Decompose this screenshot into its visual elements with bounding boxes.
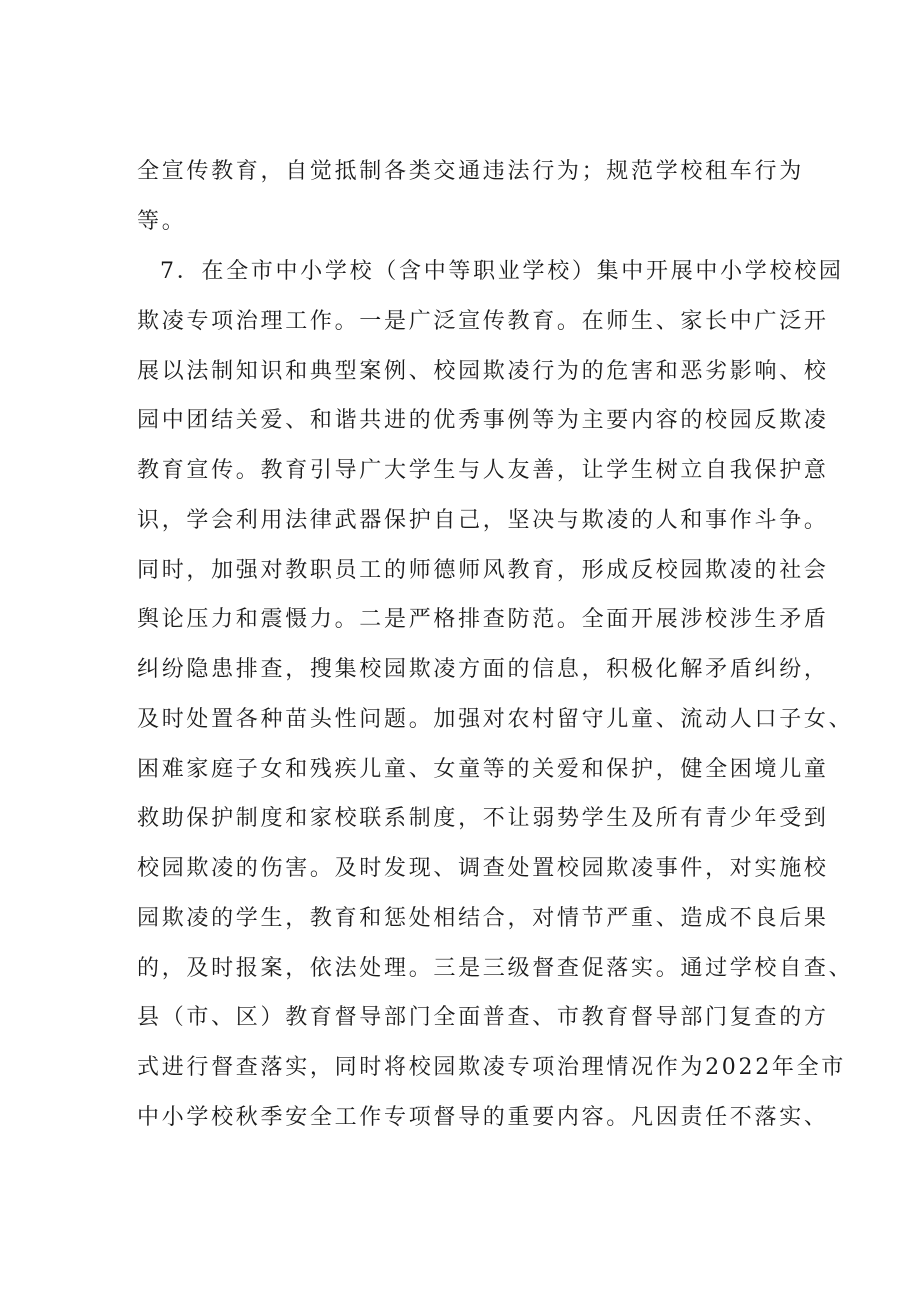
text-line: 同时，加强对教职员工的师德师风教育，形成反校园欺凌的社会: [137, 558, 829, 583]
text-line: 展以法制知识和典型案例、校园欺凌行为的危害和恶劣影响、校: [137, 359, 829, 384]
text-line: 式进行督查落实，同时将校园欺凌专项治理情况作为2022年全市: [137, 1055, 846, 1080]
text-line: 欺凌专项治理工作。一是广泛宣传教育。在师生、家长中广泛开: [137, 309, 829, 334]
text-line: 校园欺凌的伤害。及时发现、调查处置校园欺凌事件，对实施校: [137, 856, 829, 881]
text-line: 纠纷隐患排查，搜集校园欺凌方面的信息，积极化解矛盾纠纷，: [137, 657, 829, 682]
text-line: 中小学校秋季安全工作专项督导的重要内容。凡因责任不落实、: [137, 1105, 829, 1130]
text-line: 识，学会利用法律武器保护自己，坚决与欺凌的人和事作斗争。: [137, 508, 829, 533]
text-line: 教育宣传。教育引导广大学生与人友善，让学生树立自我保护意: [137, 458, 829, 483]
text-line: 园中团结关爱、和谐共进的优秀事例等为主要内容的校园反欺凌: [137, 408, 829, 433]
text-line: 舆论压力和震慑力。二是严格排查防范。全面开展涉校涉生矛盾: [137, 607, 829, 632]
text-line: 的，及时报案，依法处理。三是三级督查促落实。通过学校自查、: [137, 956, 854, 981]
text-line: 等。: [137, 209, 187, 234]
text-line: 救助保护制度和家校联系制度，不让弱势学生及所有青少年受到: [137, 806, 829, 831]
text-line: 及时处置各种苗头性问题。加强对农村留守儿童、流动人口子女、: [137, 707, 854, 732]
text-line: 县（市、区）教育督导部门全面普查、市教育督导部门复查的方: [137, 1005, 829, 1030]
text-line: 园欺凌的学生，教育和惩处相结合，对情节严重、造成不良后果: [137, 906, 829, 931]
text-line: 困难家庭子女和残疾儿童、女童等的关爱和保护，健全困境儿童: [137, 757, 829, 782]
paragraph-start-line: 7．在全市中小学校（含中等职业学校）集中开展中小学校校园: [160, 259, 844, 284]
text-line: 全宣传教育，自觉抵制各类交通违法行为；规范学校租车行为: [137, 159, 804, 184]
